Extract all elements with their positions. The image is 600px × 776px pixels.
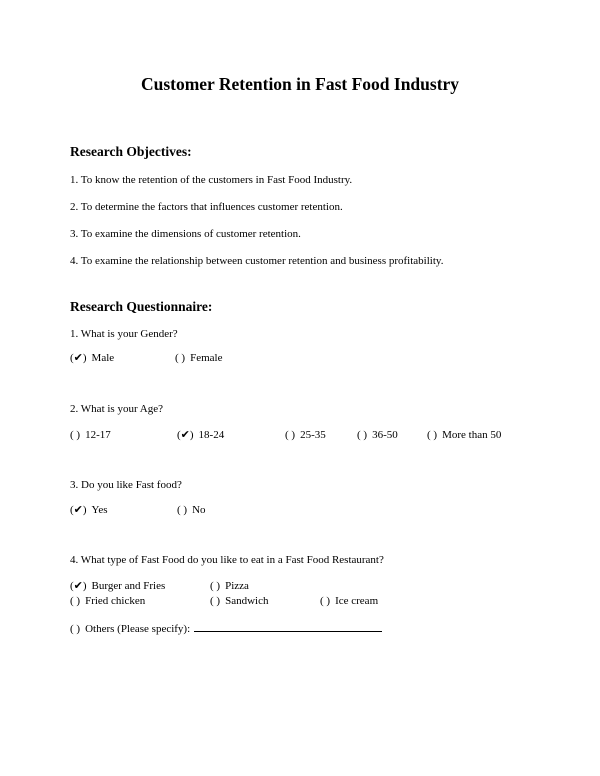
checkbox-unchecked-icon: ( ) [320, 595, 331, 607]
option-more-than-50-label: More than 50 [442, 429, 502, 441]
checkbox-checked-icon: (✔) [70, 580, 87, 592]
objectives-heading: Research Objectives: [70, 144, 192, 159]
question-gender-options-row [70, 351, 530, 365]
option-others-label: Others (Please specify): [85, 623, 191, 635]
option-female[interactable] [175, 351, 222, 365]
question-fast-food-type: 4. What type of Fast Food do you like to eat in a Fast Food Restaurant? [70, 554, 384, 566]
option-female-label: Female [190, 352, 223, 364]
option-sandwich[interactable] [210, 594, 268, 608]
option-36-50[interactable] [357, 428, 398, 442]
option-others[interactable] [70, 621, 530, 636]
option-yes[interactable] [70, 503, 108, 517]
checkbox-checked-icon: (✔) [70, 504, 87, 516]
option-25-35-label: 25-35 [300, 429, 326, 441]
option-25-35[interactable] [285, 428, 326, 442]
option-sandwich-label: Sandwich [225, 595, 269, 607]
option-pizza-label: Pizza [225, 580, 249, 592]
question-like-fast-food: 3. Do you like Fast food? [70, 479, 182, 491]
option-fried-chicken-label: Fried chicken [85, 595, 146, 607]
document-title: Customer Retention in Fast Food Industry [140, 74, 460, 94]
checkbox-unchecked-icon: ( ) [357, 429, 368, 441]
option-ice-cream[interactable] [320, 594, 378, 608]
question-fast-food-type-options-row-1 [70, 579, 530, 593]
option-ice-cream-label: Ice cream [335, 595, 379, 607]
checkbox-unchecked-icon: ( ) [175, 352, 186, 364]
checkbox-unchecked-icon: ( ) [70, 595, 81, 607]
option-male-label: Male [91, 352, 115, 364]
question-fast-food-type-options-row-2 [70, 594, 530, 608]
option-no-label: No [192, 504, 206, 516]
option-pizza[interactable] [210, 579, 249, 593]
checkbox-unchecked-icon: ( ) [427, 429, 438, 441]
checkbox-checked-icon: (✔) [70, 352, 87, 364]
checkbox-unchecked-icon: ( ) [210, 580, 221, 592]
checkbox-unchecked-icon: ( ) [177, 504, 188, 516]
option-18-24-label: 18-24 [198, 429, 225, 441]
option-male[interactable] [70, 351, 114, 365]
checkbox-unchecked-icon: ( ) [285, 429, 296, 441]
checkbox-checked-icon: (✔) [177, 429, 194, 441]
option-36-50-label: 36-50 [372, 429, 398, 441]
questionnaire-heading: Research Questionnaire: [70, 299, 213, 314]
option-burger-and-fries[interactable] [70, 579, 165, 593]
question-age-options-row [70, 428, 530, 442]
option-burger-and-fries-label: Burger and Fries [91, 580, 166, 592]
option-18-24[interactable] [177, 428, 224, 442]
checkbox-unchecked-icon: ( ) [210, 595, 221, 607]
question-like-fast-food-options-row [70, 503, 530, 517]
question-gender: 1. What is your Gender? [70, 328, 178, 340]
objective-item-3: 3. To examine the dimensions of customer retention. [70, 228, 301, 240]
option-no[interactable] [177, 503, 206, 517]
option-12-17-label: 12-17 [85, 429, 111, 441]
question-age: 2. What is your Age? [70, 403, 163, 415]
checkbox-unchecked-icon: ( ) [70, 429, 81, 441]
others-specify-blank-line[interactable] [194, 621, 382, 632]
checkbox-unchecked-icon: ( ) [70, 623, 81, 635]
option-12-17[interactable] [70, 428, 111, 442]
option-fried-chicken[interactable] [70, 594, 145, 608]
objective-item-1: 1. To know the retention of the customers in Fast Food Industry. [70, 174, 353, 186]
objective-item-2: 2. To determine the factors that influences customer retention. [70, 201, 343, 213]
objective-item-4: 4. To examine the relationship between customer retention and business profitability. [70, 255, 444, 267]
option-yes-label: Yes [91, 504, 108, 516]
option-more-than-50[interactable] [427, 428, 501, 442]
